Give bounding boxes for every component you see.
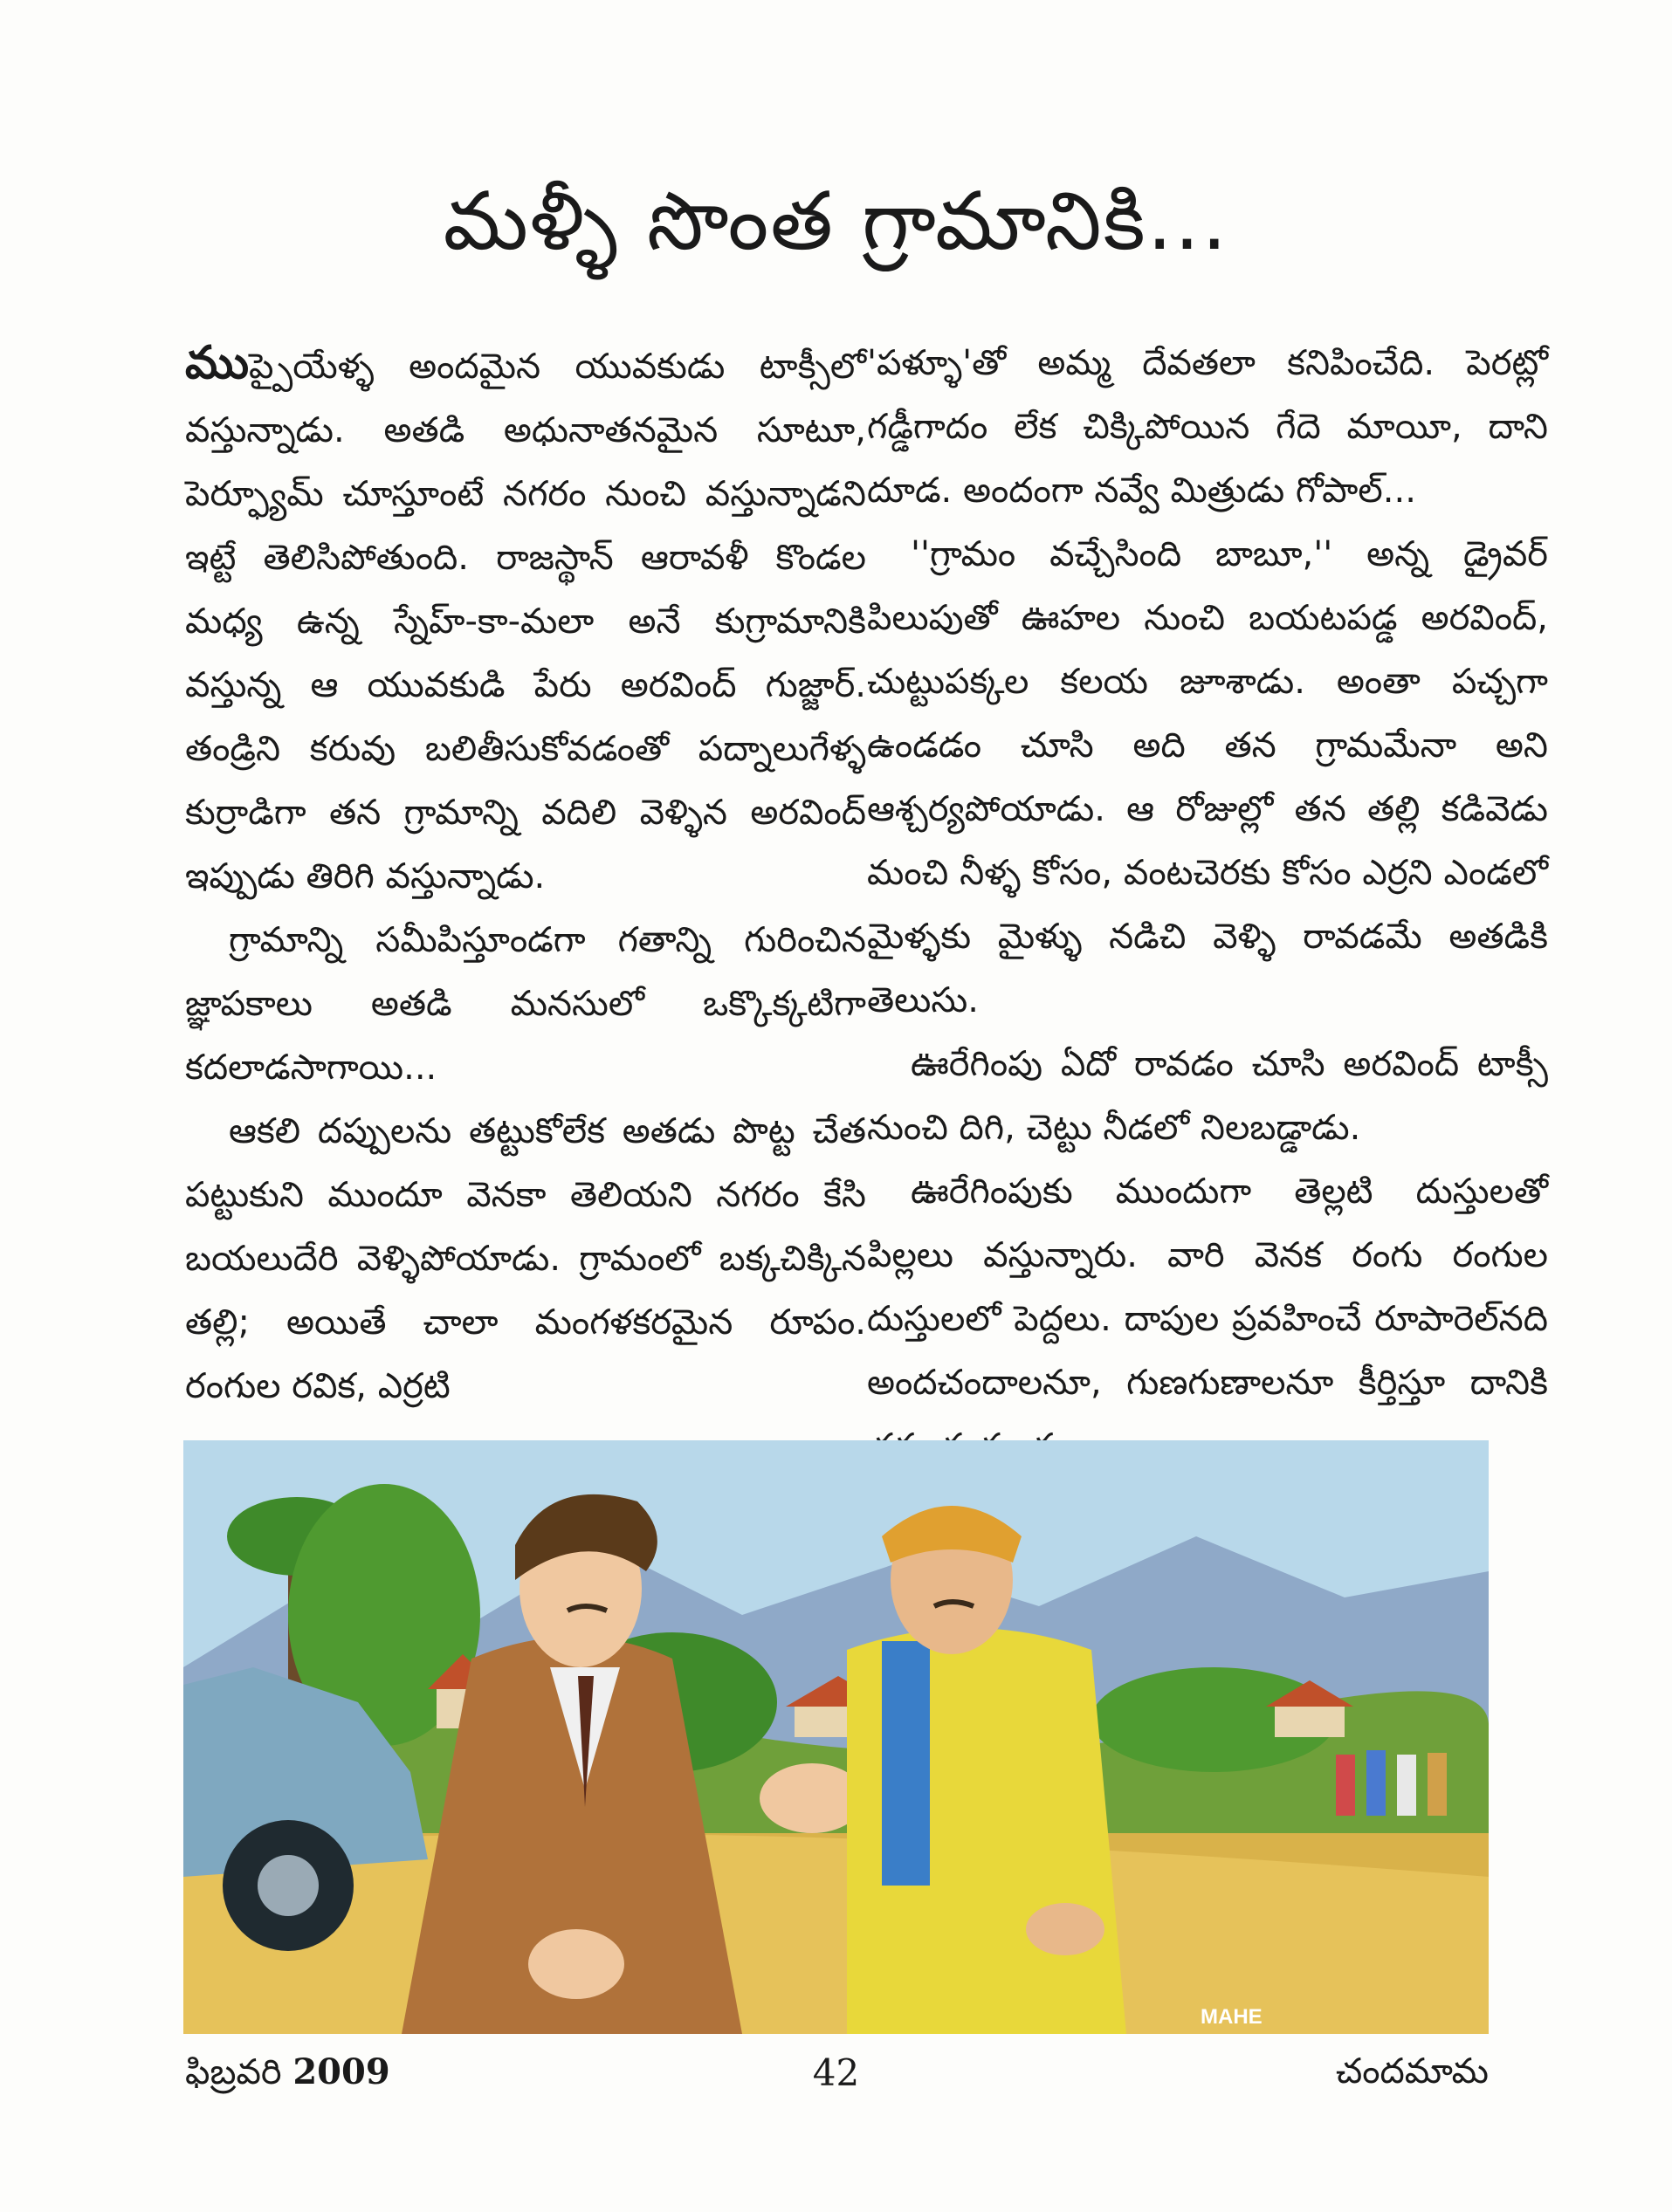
paragraph: ఆకలి దప్పులను తట్టుకోలేక అతడు పొట్ట చేత పట్టుకుని ముందూ వెనకా తెలియని నగరం కేసి బయలుదేరి వెళ్ళిపోయాడు. గ్రామంలో బక్కచిక్కిన తల్లి; అయితే చాలా మంగళకరమైన రూపం. రంగుల రవిక, ఎర్రటి [185, 1111, 866, 1406]
illustration-artwork [183, 1440, 1489, 2034]
paragraph: 'పళ్ళూ'తో అమ్మ దేవతలా కనిపించేది. పెరట్లో గడ్డీగాదం లేక చిక్కిపోయిన గేదె మాయీ, దాని దూడ. అందంగా నవ్వే మిత్రుడు గోపాల్... [867, 343, 1548, 511]
paragraph: గ్రామాన్ని సమీపిస్తూండగా గతాన్ని గురించిన జ్ఞాపకాలు అతడి మనసులో ఒక్కొక్కటిగా కదలాడసాగాయి... [185, 920, 866, 1088]
house [1275, 1702, 1345, 1737]
paragraph: ఊరేగింపు ఏదో రావడం చూసి అరవింద్ టాక్సీ నుంచి దిగి, చెట్టు నీడలో నిలబడ్డాడు. [867, 1044, 1548, 1148]
paragraph: ''గ్రామం వచ్చేసింది బాబూ,'' అన్న డ్రైవర్ పిలుపుతో ఊహల నుంచి బయటపడ్డ అరవింద్, చుట్టుపక్కల కలయ జూశాడు. అంతా పచ్చగా ఉండడం చూసి అది తన గ్రామమేనా అని ఆశ్చర్యపోయాడు. ఆ రోజుల్లో తన తల్లి కడివెడు మంచి నీళ్ళ కోసం, వంటచెరకు కోసం ఎర్రని ఎండలో మైళ్ళకు మైళ్ళు నడిచి వెళ్ళి రావడమే అతడికి తెలుసు. [867, 534, 1548, 1020]
right-column [867, 332, 1548, 1479]
paragraph: ఊరేగింపుకు ముందుగా తెల్లటి దుస్తులతో పిల్లలు వస్తున్నారు. వారి వెనక రంగు రంగుల దుస్తులలో పెద్దలు. దాపుల ప్రవహించే రూపారెల్‌నది అందచందాలనూ, గుణగుణాలనూ కీర్తిస్తూ దానికి [867, 1171, 1548, 1403]
paragraph-text: ప్పైయేళ్ళ అందమైన యువకుడు టాక్సీలో వస్తున్నాడు. అతడి అధునాతనమైన సూటూ, పెర్ఫ్యూమ్ చూస్తూంటే నగరం నుంచి వస్తున్నాడని ఇట్టే తెలిసిపోతుంది. రాజస్థాన్ ఆరావళీ కొండల మధ్య ఉన్న స్నేహ్-కా-మలా అనే కుగ్రామానికి వస్తున్న ఆ యువకుడి పేరు అరవింద్ గుజ్జార్. తండ్రిని కరువు బలితీసుకోవడంతో పద్నాలుగేళ్ళ కుర్రాడిగా తన గ్రామాన్ని వదిలి వెళ్ళిన అరవింద్ ఇప్పుడు తిరిగి వస్తున్నాడు. [185, 347, 866, 896]
paragraph [185, 332, 866, 909]
footer-year: 2009 [292, 2051, 390, 2092]
story-title: మళ్ళీ సొంత గ్రామానికి... [443, 175, 1229, 268]
footer-month: ఫిబ్రవరి [185, 2052, 282, 2092]
page-number: 42 [812, 2051, 860, 2094]
left-column [185, 332, 866, 1419]
magazine-name: చందమామ [1335, 2051, 1489, 2092]
blue-scarf [882, 1641, 930, 1886]
story-illustration [183, 1440, 1489, 2034]
artist-signature: MAHE [1201, 2005, 1263, 2029]
drop-cap: ము [185, 337, 250, 389]
